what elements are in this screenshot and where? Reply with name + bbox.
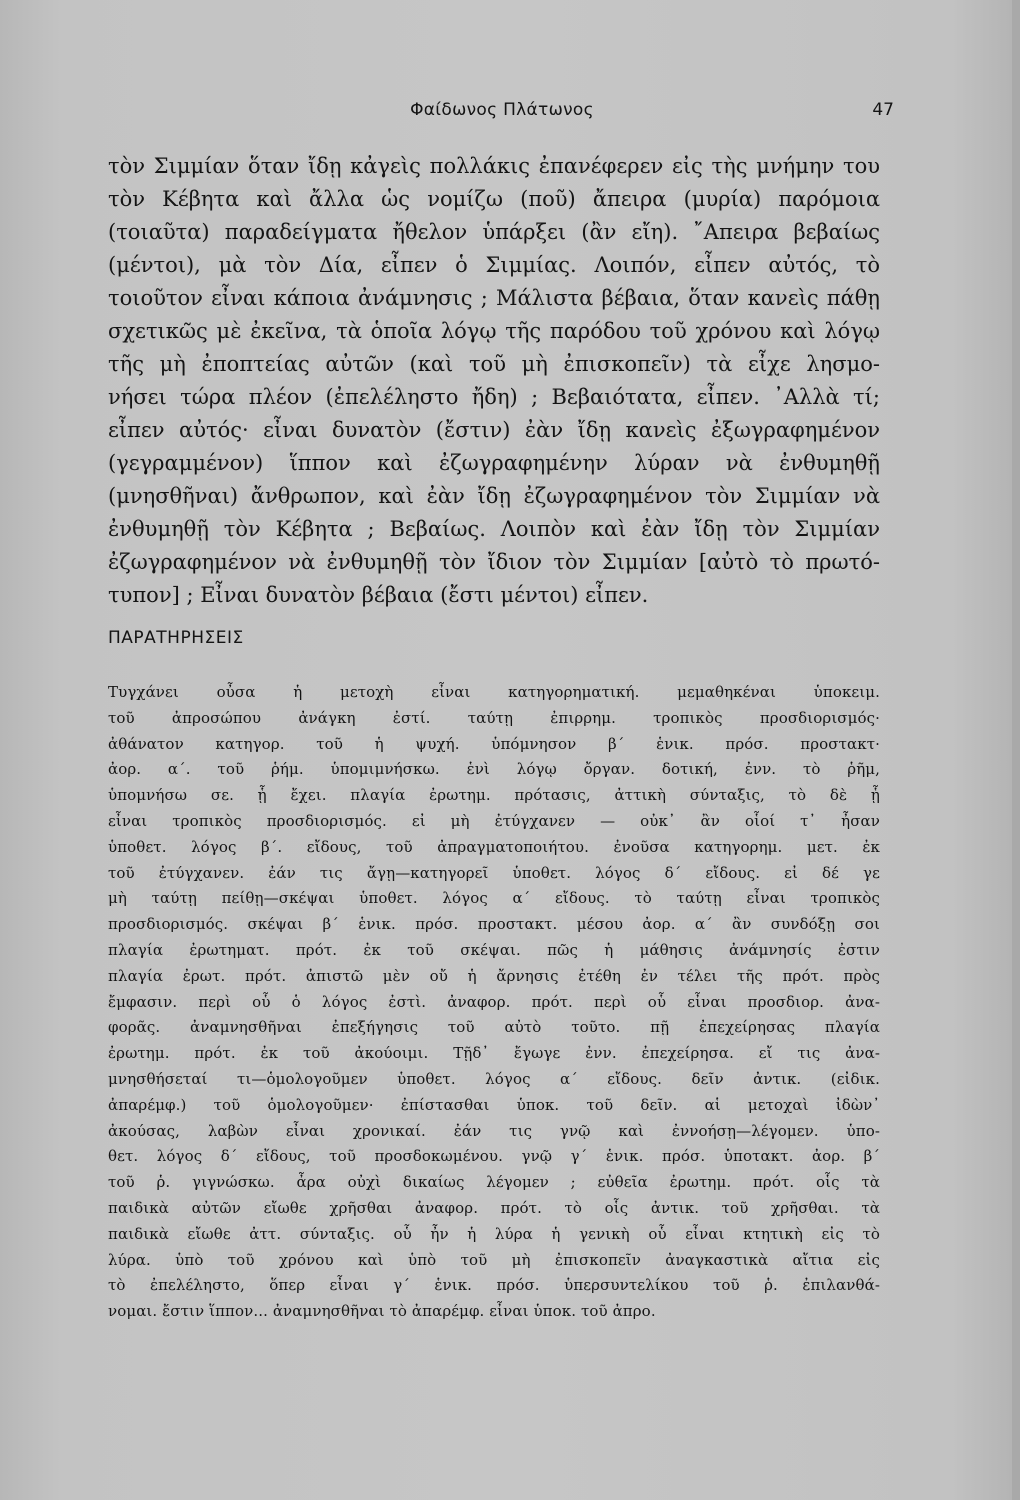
note-line: ἐρωτημ. πρότ. ἐκ τοῦ ἀκούοιμι. Τῇδ᾿ ἔγωγε ἐνν. ἐπεχείρησα. εἴ τις ἀνα- bbox=[108, 1044, 880, 1063]
note-line: θετ. λόγος δ΄ εἴδους, τοῦ προσδοκωμένου. γνῷ γ΄ ἑνικ. πρόσ. ὑποτακτ. ἀορ. β΄ bbox=[108, 1147, 880, 1166]
text-line: τὸν Σιμμίαν ὅταν ἴδῃ κἀγεὶς πολλάκις ἐπανέφερεν εἰς τὴς μνήμην του bbox=[108, 154, 880, 178]
note-line: Τυγχάνει οὖσα ἡ μετοχὴ εἶναι κατηγορηματική. μεμαθηκέναι ὑποκειμ. bbox=[108, 683, 880, 701]
note-line: ἀορ. α΄. τοῦ ῥήμ. ὑπομιμνήσκω. ἑνὶ λόγῳ ὄργαν. δοτική, ἐνν. τὸ ῥῆμ, bbox=[108, 760, 880, 779]
page-header bbox=[110, 100, 894, 130]
note-line: ἀκούσας, λαβὼν εἶναι χρονικαί. ἐάν τις γνῷ καὶ ἐννοήσῃ—λέγομεν. ὑπο- bbox=[108, 1121, 880, 1140]
note-line: μνησθήσεταί τι—ὁμολογοῦμεν ὑποθετ. λόγος α΄ εἴδους. δεῖν ἀντικ. (εἰδικ. bbox=[108, 1069, 880, 1088]
notes-text bbox=[108, 680, 880, 1325]
page-number: 47 bbox=[872, 100, 894, 120]
note-line: ὑπομνήσω σε. ᾗ ἔχει. πλαγία ἐρωτημ. πρότασις, ἀττικὴ σύνταξις, τὸ δὲ ᾗ bbox=[108, 786, 880, 805]
note-line: λύρα. ὑπὸ τοῦ χρόνου καὶ ὑπὸ τοῦ μὴ ἐπισκοπεῖν ἀναγκαστικὰ αἴτια εἰς bbox=[108, 1250, 880, 1269]
text-line: ἐνθυμηθῇ τὸν Κέβητα ; Βεβαίως. Λοιπὸν καὶ ἐὰν ἴδῃ τὸν Σιμμίαν bbox=[108, 517, 880, 541]
text-line: (μέντοι), μὰ τὸν Δία, εἶπεν ὁ Σιμμίας. Λοιπόν, εἶπεν αὐτός, τὸ bbox=[108, 253, 880, 277]
note-line: ἔμφασιν. περὶ οὗ ὁ λόγος ἐστὶ. ἀναφορ. πρότ. περὶ οὗ εἶναι προσδιορ. ἀνα- bbox=[108, 992, 880, 1011]
text-line: τῆς μὴ ἐποπτείας αὐτῶν (καὶ τοῦ μὴ ἐπισκοπεῖν) τὰ εἶχε λησμο- bbox=[108, 352, 880, 376]
text-line: (μνησθῆναι) ἄνθρωπον, καὶ ἐὰν ἴδῃ ἐζωγραφημένον τὸν Σιμμίαν νὰ bbox=[108, 484, 880, 508]
main-text bbox=[108, 150, 880, 612]
text-line: τὸν Κέβητα καὶ ἄλλα ὡς νομίζω (ποῦ) ἄπειρα (μυρία) παρόμοια bbox=[108, 187, 880, 211]
text-line: σχετικῶς μὲ ἐκεῖνα, τὰ ὁποῖα λόγῳ τῆς παρόδου τοῦ χρόνου καὶ λόγῳ bbox=[108, 319, 880, 343]
text-line: εἶπεν αὐτός· εἶναι δυνατὸν (ἔστιν) ἐὰν ἴδῃ κανεὶς ἐξωγραφημένον bbox=[108, 418, 880, 442]
note-line: τοῦ ἀπροσώπου ἀνάγκη ἐστί. ταύτῃ ἐπιρρημ. τροπικὸς προσδιορισμός· bbox=[108, 708, 880, 727]
note-line: τοῦ ῥ. γιγνώσκω. ἆρα οὐχὶ δικαίως λέγομεν ; εὐθεῖα ἐρωτημ. πρότ. οἷς τὰ bbox=[108, 1173, 880, 1192]
note-line: μὴ ταύτῃ πείθῃ—σκέψαι ὑποθετ. λόγος α΄ εἴδους. τὸ ταύτῃ εἶναι τροπικὸς bbox=[108, 889, 880, 908]
note-line: τὸ ἐπελέληστο, ὅπερ εἶναι γ΄ ἑνικ. πρόσ. ὑπερσυντελίκου τοῦ ῥ. ἐπιλανθά- bbox=[108, 1276, 880, 1295]
text-line: τοιοῦτον εἶναι κάποια ἀνάμνησις ; Μάλιστα βέβαια, ὅταν κανεὶς πάθῃ bbox=[108, 286, 880, 310]
text-line: (γεγραμμένον) ἵππον καὶ ἐζωγραφημένην λύραν νὰ ἐνθυμηθῇ bbox=[108, 451, 880, 475]
note-line: παιδικὰ αὐτῶν εἴωθε χρῆσθαι ἀναφορ. πρότ. τὸ οἷς ἀντικ. τοῦ χρῆσθαι. τὰ bbox=[108, 1198, 880, 1217]
note-line: νομαι. ἔστιν ἵππον... ἀναμνησθῆναι τὸ ἀπαρέμφ. εἶναι ὑποκ. τοῦ ἀπρο. bbox=[108, 1302, 656, 1321]
note-line: προσδιορισμός. σκέψαι β΄ ἑνικ. πρόσ. προστακτ. μέσου ἀορ. α΄ ἂν συνδόξῃ σοι bbox=[108, 915, 880, 934]
note-line: ἀπαρέμφ.) τοῦ ὁμολογοῦμεν· ἐπίστασθαι ὑποκ. τοῦ δεῖν. αἱ μετοχαὶ ἰδὼν᾿ bbox=[108, 1095, 880, 1114]
note-line: ἀθάνατον κατηγορ. τοῦ ἡ ψυχή. ὑπόμνησον β΄ ἑνικ. πρόσ. προστακτ· bbox=[108, 734, 880, 753]
note-line: πλαγία ἐρωτ. πρότ. ἀπιστῶ μὲν οὔ ἡ ἄρνησις ἐτέθη ἐν τέλει τῆς πρότ. πρὸς bbox=[108, 966, 880, 985]
note-line: φορᾶς. ἀναμνησθῆναι ἐπεξήγησις τοῦ αὐτὸ τοῦτο. πῇ ἐπεχείρησας πλαγία bbox=[108, 1018, 880, 1037]
running-title: Φαίδωνος Πλάτωνος bbox=[410, 100, 594, 120]
note-line: ὑποθετ. λόγος β΄. εἴδους, τοῦ ἀπραγματοποιήτου. ἐνοῦσα κατηγορημ. μετ. ἐκ bbox=[108, 837, 880, 856]
text-line: (τοιαῦτα) παραδείγματα ἤθελον ὑπάρξει (ἂν εἴη). ῎Απειρα βεβαίως bbox=[108, 220, 880, 244]
note-line: εἶναι τροπικὸς προσδιορισμός. εἰ μὴ ἐτύγχανεν — οὐκ᾿ ἂν οἷοί τ᾿ ἦσαν bbox=[108, 811, 880, 830]
note-line: πλαγία ἐρωτηματ. πρότ. ἐκ τοῦ σκέψαι. πῶς ἡ μάθησις ἀνάμνησίς ἐστιν bbox=[108, 940, 880, 959]
text-line: ἐζωγραφημένον νὰ ἐνθυμηθῇ τὸν ἴδιον τὸν Σιμμίαν [αὐτὸ τὸ πρωτό- bbox=[108, 550, 880, 574]
notes-heading: ΠΑΡΑΤΗΡΗΣΕΙΣ bbox=[108, 628, 244, 648]
note-line: παιδικὰ εἴωθε ἀττ. σύνταξις. οὗ ἦν ἡ λύρα ἡ γενικὴ οὗ εἶναι κτητικὴ εἰς τὸ bbox=[108, 1224, 880, 1243]
note-line: τοῦ ἐτύγχανεν. ἐάν τις ἄγῃ—κατηγορεῖ ὑποθετ. λόγος δ΄ εἴδους. εἰ δέ γε bbox=[108, 863, 880, 882]
text-line: νήσει τώρα πλέον (ἐπελέληστο ἤδη) ; Βεβαιότατα, εἶπεν. ᾿Αλλὰ τί; bbox=[108, 385, 880, 409]
text-line: τυπον] ; Εἶναι δυνατὸν βέβαια (ἔστι μέντοι) εἶπεν. bbox=[108, 583, 649, 607]
